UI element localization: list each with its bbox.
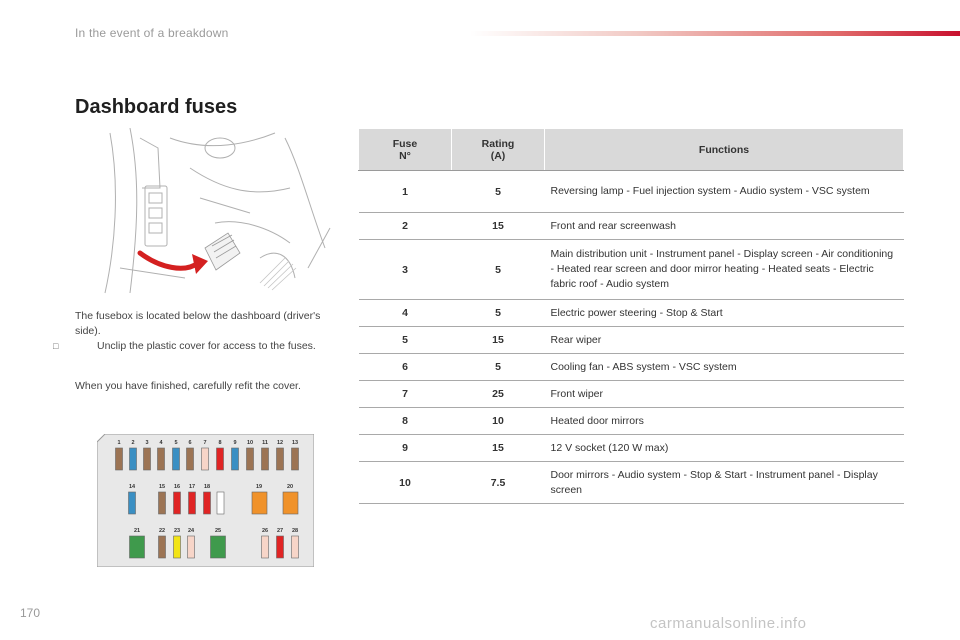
fuse-slot <box>262 448 269 470</box>
cell-rating: 5 <box>452 300 545 327</box>
fuse-slot <box>159 536 166 558</box>
intro-bullet: Unclip the plastic cover for access to the fuses. <box>97 340 316 352</box>
fuse-label: 16 <box>173 484 181 490</box>
cell-fuse: 1 <box>359 171 452 213</box>
table-row <box>359 171 904 213</box>
cell-rating: 25 <box>452 381 545 408</box>
cell-rating: 15 <box>452 327 545 354</box>
fuse-slot <box>159 492 166 514</box>
cell-rating: 5 <box>452 171 545 213</box>
checkbox-icon: □ <box>53 341 59 351</box>
fuse-label: 20 <box>286 484 294 490</box>
cell-functions: 12 V socket (120 W max) <box>545 435 904 462</box>
fuse-slot <box>174 492 181 514</box>
header-fuse: Fuse N° <box>359 129 452 171</box>
table-row <box>359 354 904 381</box>
cell-rating: 15 <box>452 435 545 462</box>
intro-paragraph: The fusebox is located below the dashboard (driver's side). <box>75 310 321 337</box>
cell-fuse: 9 <box>359 435 452 462</box>
fusebox-diagram <box>97 434 314 567</box>
header-functions: Functions <box>545 129 904 171</box>
cell-rating: 7.5 <box>452 462 545 504</box>
fuse-slot <box>129 492 136 514</box>
fuse-label: 24 <box>187 528 195 534</box>
cell-fuse: 8 <box>359 408 452 435</box>
fuse-label: 28 <box>291 528 299 534</box>
fuse-slot <box>232 448 239 470</box>
page-number: 170 <box>20 606 41 620</box>
cell-functions: Rear wiper <box>545 327 904 354</box>
fuse-label: 17 <box>188 484 196 490</box>
fuse-label: 15 <box>158 484 166 490</box>
fuse-slot <box>188 536 195 558</box>
cell-fuse: 7 <box>359 381 452 408</box>
cell-functions: Front and rear screenwash <box>545 213 904 240</box>
dashboard-illustration <box>100 128 336 298</box>
fuse-label: 2 <box>131 440 135 446</box>
fuse-slot <box>187 448 194 470</box>
fuse-label: 6 <box>188 440 192 446</box>
fuse-label: 7 <box>203 440 207 446</box>
cell-functions: Cooling fan - ABS system - VSC system <box>545 354 904 381</box>
fuse-slot <box>277 536 284 558</box>
fuse-slot <box>247 448 254 470</box>
cell-functions: Heated door mirrors <box>545 408 904 435</box>
fuse-table <box>358 128 904 504</box>
page-title: Dashboard fuses <box>75 96 238 118</box>
fuse-slot <box>116 448 123 470</box>
fuse-slot <box>202 448 209 470</box>
fuse-label: 27 <box>276 528 284 534</box>
fuse-slot <box>189 492 196 514</box>
fuse-label: 26 <box>261 528 269 534</box>
header-accent-bar <box>470 31 960 36</box>
fuse-slot <box>252 492 267 514</box>
fuse-label: 1 <box>117 440 121 446</box>
cell-rating: 5 <box>452 354 545 381</box>
table-row <box>359 435 904 462</box>
fuse-label: 22 <box>158 528 166 534</box>
table-row <box>359 213 904 240</box>
table-row <box>359 300 904 327</box>
fuse-slot <box>130 448 137 470</box>
fuse-label: 11 <box>262 440 268 446</box>
fuse-slot <box>217 448 224 470</box>
cell-functions: Main distribution unit - Instrument panel - Display screen - Air conditioning - Heated rear screen and door mirror heating - Heated seats - Electric fabric roof - Audio system <box>545 240 904 300</box>
cell-fuse: 6 <box>359 354 452 381</box>
table-row <box>359 327 904 354</box>
fuse-label: 13 <box>291 440 299 446</box>
cell-rating: 5 <box>452 240 545 300</box>
fuse-label: 14 <box>128 484 136 490</box>
fuse-slot <box>217 492 224 514</box>
fuse-label: 4 <box>159 440 163 446</box>
cell-fuse: 5 <box>359 327 452 354</box>
fuse-label: 18 <box>203 484 211 490</box>
cell-functions: Door mirrors - Audio system - Stop & Start - Instrument panel - Display screen <box>545 462 904 504</box>
fuse-label: 21 <box>133 528 141 534</box>
fuse-label: 12 <box>276 440 284 446</box>
cell-functions: Front wiper <box>545 381 904 408</box>
fuse-label: 23 <box>173 528 181 534</box>
header-rating: Rating (A) <box>452 129 545 171</box>
fuse-label: 19 <box>255 484 263 490</box>
fuse-slot <box>204 492 211 514</box>
fuse-slot <box>174 536 181 558</box>
fuse-label: 3 <box>145 440 149 446</box>
fuse-slot <box>158 448 165 470</box>
table-row <box>359 381 904 408</box>
cell-fuse: 2 <box>359 213 452 240</box>
table-row <box>359 462 904 504</box>
cell-fuse: 3 <box>359 240 452 300</box>
fuse-slot <box>144 448 151 470</box>
fuse-label: 10 <box>246 440 254 446</box>
fuse-slot <box>130 536 145 558</box>
fuse-label: 9 <box>233 440 237 446</box>
cell-functions: Electric power steering - Stop & Start <box>545 300 904 327</box>
section-title: In the event of a breakdown <box>75 26 229 40</box>
fuse-slot <box>277 448 284 470</box>
watermark: carmanualsonline.info <box>650 615 807 632</box>
cell-rating: 15 <box>452 213 545 240</box>
fuse-label: 8 <box>218 440 222 446</box>
fuse-slot <box>292 448 299 470</box>
table-row <box>359 240 904 300</box>
cell-functions: Reversing lamp - Fuel injection system - Audio system - VSC system <box>545 171 904 213</box>
fuse-slot <box>292 536 299 558</box>
fuse-slot <box>283 492 298 514</box>
cell-rating: 10 <box>452 408 545 435</box>
intro-paragraph-2: When you have finished, carefully refit the cover. <box>75 380 301 392</box>
fuse-label: 25 <box>214 528 222 534</box>
fuse-label: 5 <box>174 440 178 446</box>
fuse-slot <box>211 536 226 558</box>
table-row <box>359 408 904 435</box>
fuse-slot <box>262 536 269 558</box>
cell-fuse: 4 <box>359 300 452 327</box>
fuse-slot <box>173 448 180 470</box>
cell-fuse: 10 <box>359 462 452 504</box>
